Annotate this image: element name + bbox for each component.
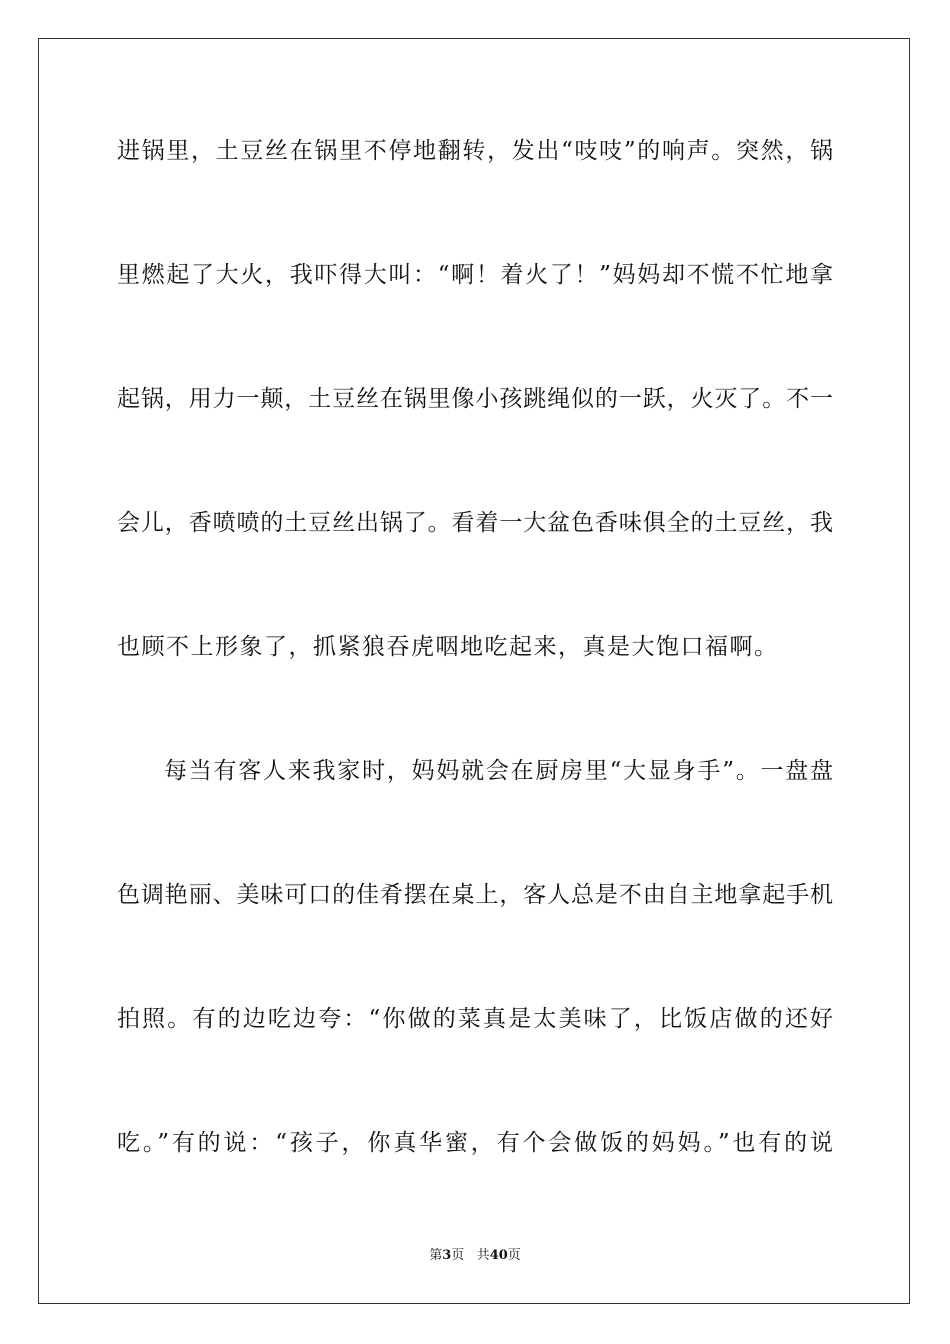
page-footer (0, 1247, 950, 1265)
body-text-line-2: 里燃起了大火，我吓得大叫：“啊！着火了！”妈妈却不慌不忙地拿 (117, 262, 833, 288)
body-text-line-9: 吃。”有的说：“孩子，你真华蜜，有个会做饭的妈妈。”也有的说 (117, 1130, 833, 1156)
footer-page-number: 3 (442, 1248, 452, 1263)
footer-page-prefix: 第 (429, 1248, 443, 1263)
body-text-line-1: 进锅里，土豆丝在锅里不停地翻转，发出“吱吱”的响声。突然，锅 (117, 138, 833, 164)
body-text-line-7: 色调艳丽、美味可口的佳肴摆在桌上，客人总是不由自主地拿起手机 (117, 882, 833, 908)
body-text-line-4: 会儿，香喷喷的土豆丝出锅了。看着一大盆色香味俱全的土豆丝，我 (117, 510, 833, 536)
footer-total-pages: 40 (489, 1248, 508, 1263)
page-border (38, 38, 910, 1304)
body-text-line-3: 起锅，用力一颠，土豆丝在锅里像小孩跳绳似的一跃，火灭了。不一 (117, 386, 833, 412)
body-text-line-5: 也顾不上形象了，抓紧狼吞虎咽地吃起来，真是大饱口福啊。 (117, 634, 779, 660)
body-text-line-8: 拍照。有的边吃边夸：“你做的菜真是太美味了，比饭店做的还好 (117, 1006, 833, 1032)
footer-total-prefix: 共 (476, 1248, 490, 1263)
footer-page-suffix: 页 (451, 1248, 465, 1263)
body-text-line-6: 每当有客人来我家时，妈妈就会在厨房里“大显身手”。一盘盘 (164, 758, 833, 784)
footer-total-suffix: 页 (507, 1248, 521, 1263)
